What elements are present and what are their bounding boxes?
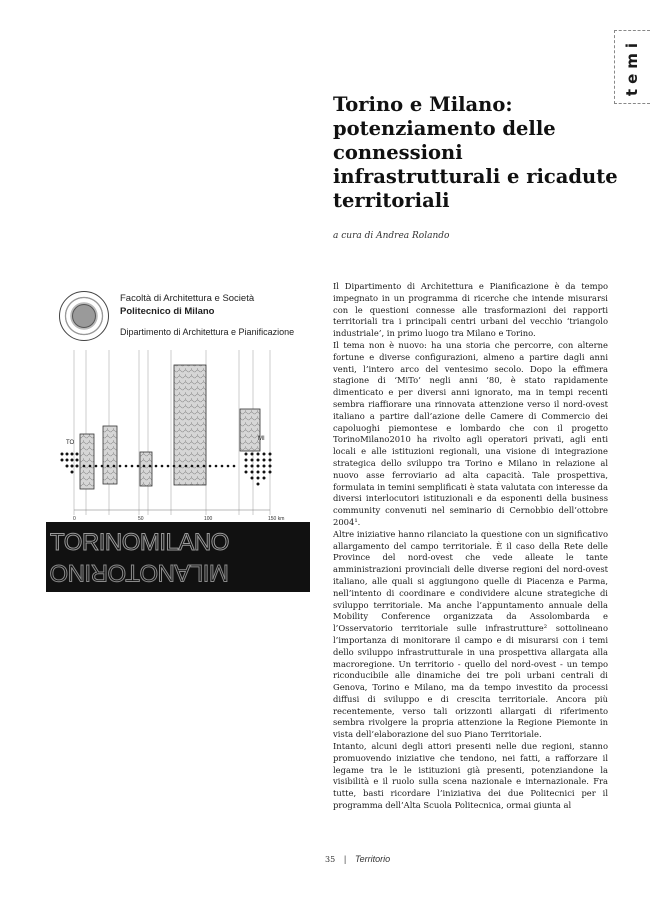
scale-label-0: 0 [73,516,76,522]
department-name: Dipartimento di Architettura e Pianificazione [120,327,295,337]
body-paragraph: Il tema non è nuovo: ha una storia che percorre, con alterne fortune e diverse configurazioni, almeno a partire dagli anni venti, l’intero arco del ventesimo secolo. Dopo la effimera stagione di ‘MiTo’ negli anni ’80, è stato rapidamente dimenticato e per diversi anni ignorato, ma in tempi recenti sembra riaffiorare una rinnovata attenzione verso il nord-ovest italiano a partire dall’azione delle Camere di Commercio dei capoluoghi piemontese e lombardo che con il progetto TorinoMilano2010 ha rivolto agli operatori privati, agli enti locali e alle istituzioni regionali, una visione di integrazione strategica dello sviluppo tra Torino e Milano in relazione al nuovo asse ferroviario ad alta capacità. Tale prospettiva, formulata in temini semplificati è stata valutata con interesse da diversi interlocutori istituzionali e da esponenti della business community convenuti nel seminario di Cernobbio dell’ottobre 2004¹. [333,339,608,527]
article-byline: a cura di Andrea Rolando [333,231,450,241]
footer-separator: | [343,855,347,864]
torinomilano-banner [46,522,310,592]
body-paragraph: Il Dipartimento di Architettura e Pianificazione è da tempo impegnato in un programma di ricerche che intende misurarsi con le questioni connesse alle trasformazioni dei rapporti territoriali tra i principali centri urbani del vecchio ‘triangolo industriale’, in primo luogo tra Milano e Torino. [333,281,608,339]
body-paragraph: Altre iniziative hanno rilanciato la questione con un significativo allargamento del campo territoriale. È il caso della Rete delle Province del nord-ovest che vede alleate le tante amministrazioni provinciali delle diverse regioni del nord-ovest italiano, alle quali si aggiungono quelle di Piacenza e Parma, nell’intento di coordinare e condividere alcune strategiche di sviluppo territoriale. Ma anche l’appuntamento annuale della Mobility Conference organizzata da Assolombarda e l’Osservatorio territoriale sulle infrastrutture² sottolineano l’importanza di monitorare il campo e di misurarsi con i temi dello sviluppo infrastrutturale in una prospettiva allargata alla macroregione. Un territorio - quello del nord-ovest - un tempo riconducibile alle dinamiche dei tre poli urbani centrali di Genova, Torino e Milano, ma da tempo investito da processi diffusi di sviluppo e di crescita territoriale. Ancora più recentemente, verso tali orizzonti allargati di riferimento sembra rivolgere la propria attenzione la Regione Piemonte in vista dell’elaborazione del suo Piano Territoriale. [333,528,608,740]
university-name: Politecnico di Milano [120,306,215,317]
map-tiles [80,365,260,489]
map-label-torino: TO [66,440,75,446]
section-tab-label: temi [623,37,642,97]
article-title: Torino e Milano: potenziamento delle connessioni infrastrutturali e ricadute territoriali [333,93,618,212]
page-footer [325,854,390,864]
body-paragraph: Intanto, alcuni degli attori presenti nelle due regioni, stanno promuovendo iniziative che tendono, nei fatti, a rafforzare il legame tra le le istituzioni già presenti, potenziandone la visibilità e il ruolo sulla scena nazionale e internazionale. Fra tutte, basti ricordare l’iniziativa dei due Politecnici per il programma dell’Alta Scuola Politecnica, ormai giunta al [333,741,608,811]
university-seal-icon [59,291,109,341]
banner-mirrored-text: MILANOTORINO [50,559,229,586]
article-body [333,281,608,812]
scale-label-100: 100 [204,516,213,522]
scale-label-150: 150 km [268,516,285,522]
corridor-map-diagram [46,350,310,522]
journal-name: Territorio [354,854,391,864]
page-number: 35 [325,855,336,864]
scale-label-50: 50 [138,516,144,522]
map-label-milano: MI [258,436,265,442]
banner-text: TORINOMILANO [50,529,229,556]
article-figure [46,280,310,592]
faculty-name: Facoltà di Architettura e Società [120,293,255,304]
